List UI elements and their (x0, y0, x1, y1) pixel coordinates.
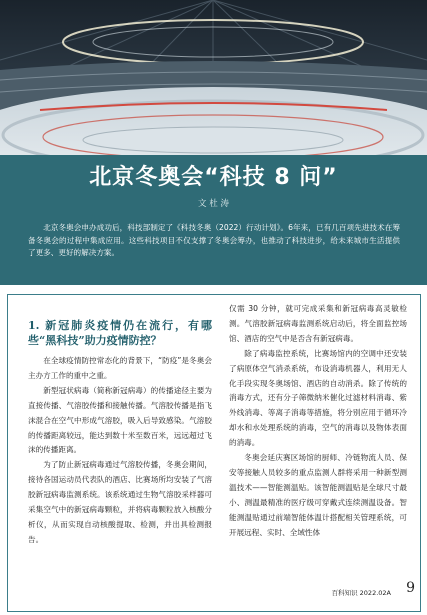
paragraph: 为了防止新冠病毒通过气溶胶传播，冬奥会期间，接待各国运动员代表队的酒店、比赛场所均安装了气溶胶新冠病毒监测系统。该系统通过生物气溶胶采样器可采集空气中的新冠病毒颗粒，并将病毒颗粒放入核酸分析仪，从而实现自动核酸提取、检测，并出具检测报告。 (28, 460, 212, 544)
article-author: 文 杜 涛 (198, 199, 229, 209)
section-heading: 1. 新冠肺炎疫情仍在流行，有哪些“黑科技”助力疫情防控？ (28, 319, 212, 347)
column-left (28, 302, 212, 548)
section-heading-box (28, 316, 212, 348)
paragraph: 在全球疫情防控常态化的背景下，“防疫”是冬奥会主办方工作的重中之重。 (28, 356, 212, 380)
journal-issue: 百科知识 2022.02A (331, 589, 391, 597)
paragraph: 新型冠状病毒（简称新冠病毒）的传播途径主要为直接传播、气溶胶传播和接触传播。气溶胶传播是指飞沫混合在空气中形成气溶胶，吸入后导致感染。气溶胶的传播距离较远，能达到数十米至数百米，远远超过飞沫的传播距离。 (28, 385, 212, 455)
article-title: 北京冬奥会“科技 8 问” (89, 165, 338, 190)
hero-photo-speed-skating-oval (0, 0, 427, 155)
arena-illustration (0, 0, 427, 155)
article-lead: 北京冬奥会申办成功后，科技部制定了《科技冬奥（2022）行动计划》。6年来，已有几百项先进技术在筹备冬奥会的过程中集成应用。这些科技项目不仅支撑了冬奥会筹办，也推动了科技进步，给未来城市生活提供了更多、更好的解决方案。 (28, 223, 400, 258)
column-right (229, 302, 407, 541)
paragraph: 除了病毒监控系统，比赛场馆内的空调中还安装了病原体空气消杀系统，布设消毒机器人，利用无人化手段实现冬奥场馆、酒店的自动消杀。除了传统的消毒方式，还有分子筛微纳米催化过滤材料消毒、紫外线消毒、等离子消毒等措施，将分别应用于循环冷却水和水处理系统的消毒，空气的消毒以及物体表面的消毒。 (229, 348, 407, 448)
paragraph: 冬奥会延庆赛区场馆的厨师、冷链物流人员、保安等接触人员较多的重点监测人群将采用一种新型测温技术——智能测温贴。该智能测温贴是全球尺寸最小、测温最精准的医疗级可穿戴式连续测温设备。智能测温贴通过前端智能体温计搭配相关管理系统，可开展远程、实时、全域性体 (229, 453, 407, 537)
paragraph: 仅需 30 分钟，就可完成采集和新冠病毒高灵敏检测。气溶胶新冠病毒监测系统启动后，将全面监控场馆、酒店的空气中是否含有新冠病毒。 (229, 304, 407, 343)
page-number: 9 (406, 580, 415, 596)
